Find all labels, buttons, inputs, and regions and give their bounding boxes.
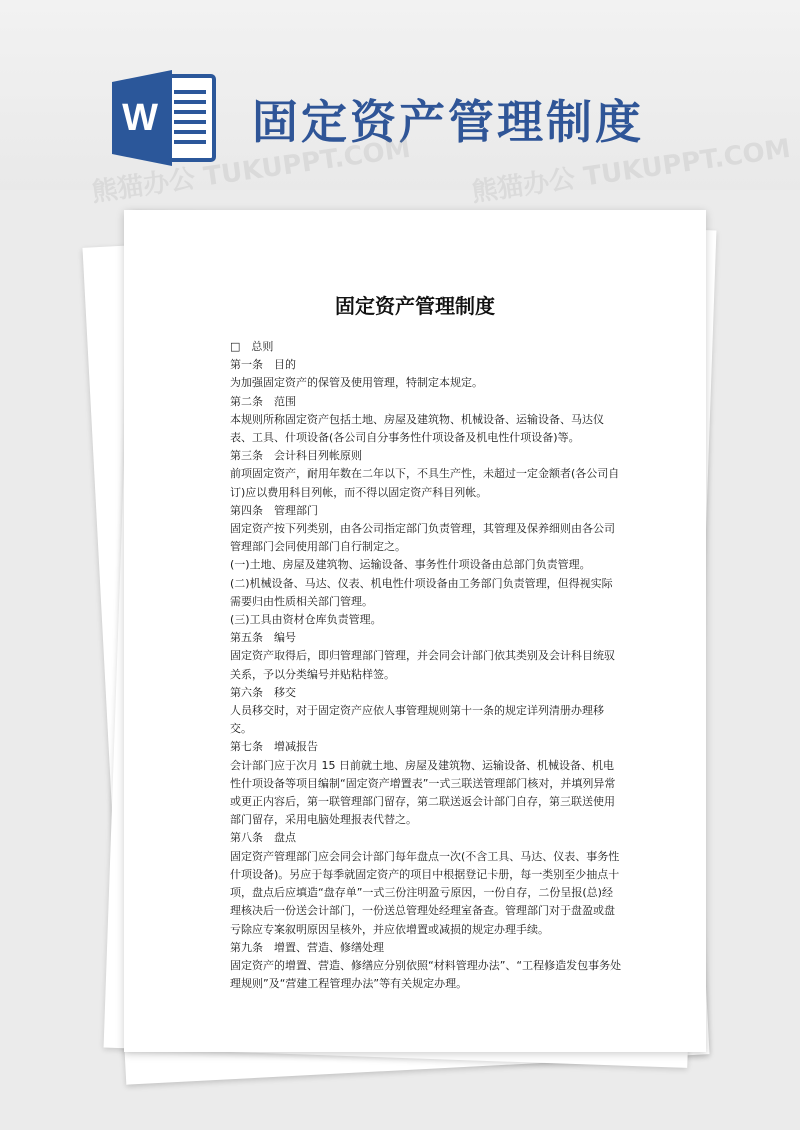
article-heading: 第四条 管理部门 [230, 503, 318, 517]
document-page [124, 210, 706, 1052]
paragraph: 固定资产取得后，即归管理部门管理，并会同会计部门依其类别及会计科目统驭关系，予以分类编号并贴粘样签。 [230, 649, 615, 681]
paragraph: 固定资产的增置、营造、修缮应分别依照“材料管理办法”、“工程修造发包事务处理规则”及“营建工程管理办法”等有关规定办理。 [230, 958, 622, 991]
article-heading: 第二条 范围 [230, 394, 296, 408]
list-item: (三)工具由资材仓库负责管理。 [230, 613, 382, 627]
article-heading: 第一条 目的 [230, 358, 296, 372]
paragraph: 会计部门应于次月 15 日前就土地、房屋及建筑物、运输设备、机械设备、机电性什项设备等项目编制“固定资产增置表”一式三联送管理部门核对，并填列异常或更正内容后，第一联管理部门留存，第二联送返会计部门自存，第三联送使用部门留存，采用电脑处理报表代替之。 [230, 758, 616, 827]
paragraph: 固定资产管理部门应会同会计部门每年盘点一次(不含工具、马达、仪表、事务性什项设备)。另应于每季就固定资产的项目中根据登记卡册，每一类别至少抽点十项，盘点后应填造“盘存单”一式三份注明盈亏原因，一份自存，二份呈报(总)经理核决后一份送会计部门，一份送总管理处经理室备查。管理部门对于盘盈或盘亏除应专案叙明原因呈核外，并应依增置或减损的规定办理手续。 [230, 849, 620, 936]
article-heading: 第八条 盘点 [230, 831, 296, 845]
document-title: 固定资产管理制度 [335, 294, 495, 318]
paragraph: 固定资产按下列类别，由各公司指定部门负责管理，其管理及保养细则由各公司管理部门会同使用部门自行制定之。 [230, 522, 615, 554]
article-heading: 第七条 增减报告 [230, 740, 318, 754]
paragraph: 前项固定资产，耐用年数在二年以下，不具生产性，未超过一定金额者(各公司自订)应以费用科目列帐，而不得以固定资产科目列帐。 [230, 467, 620, 499]
banner-title: 固定资产管理制度 [252, 95, 644, 149]
article-heading: 第五条 编号 [230, 631, 296, 645]
article-heading: 第三条 会计科目列帐原则 [230, 449, 362, 463]
header-banner [0, 0, 800, 190]
article-heading: 第六条 移交 [230, 685, 296, 699]
list-item: (二)机械设备、马达、仪表、机电性什项设备由工务部门负责管理，但得视实际需要归由性质相关部门管理。 [230, 576, 613, 608]
article-heading: 第九条 增置、营造、修缮处理 [230, 940, 384, 954]
paragraph: 为加强固定资产的保管及使用管理，特制定本规定。 [230, 376, 483, 390]
paragraph: 人员移交时，对于固定资产应依人事管理规则第十一条的规定详列清册办理移交。 [230, 704, 604, 736]
paragraph: 本规则所称固定资产包括土地、房屋及建筑物、机械设备、运输设备、马达仪表、工具、什项设备(各公司自分事务性什项设备及机电性什项设备)等。 [230, 412, 604, 445]
list-item: (一)土地、房屋及建筑物、运输设备、事务性什项设备由总部门负责管理。 [230, 558, 591, 572]
word-document-icon [112, 70, 216, 166]
section-heading: □ 总则 [230, 340, 274, 353]
document-body [230, 338, 622, 993]
logo-letter: W [122, 97, 158, 139]
